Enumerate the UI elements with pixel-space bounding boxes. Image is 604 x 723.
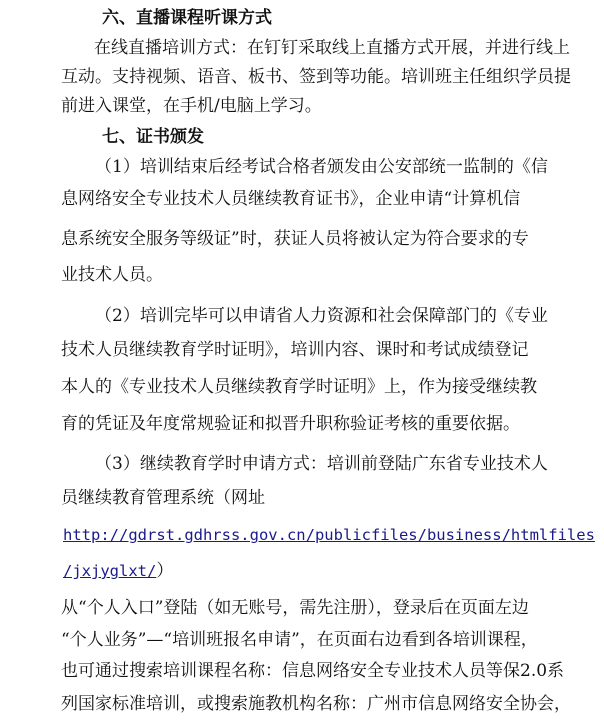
paragraph-line: 技术人员继续教育学时证明》，培训内容、课时和考试成绩登记	[61, 340, 529, 360]
paragraph-line: （3）继续教育学时申请方式：培训前登陆广东省专业技术人	[95, 454, 548, 474]
url-close-paren: ）	[156, 561, 174, 581]
paragraph-line: 业技术人员。	[61, 265, 163, 285]
paragraph-line: 互动。支持视频、语音、板书、签到等功能。培训班主任组织学员提	[61, 67, 571, 87]
section-7-heading: 七、证书颁发	[102, 127, 204, 147]
section-6-heading: 六、直播课程听课方式	[102, 8, 272, 28]
paragraph-line: 员继续教育管理系统（网址	[61, 488, 265, 508]
paragraph-line: 也可通过搜索培训课程名称：信息网络安全专业技术人员等保2.0系	[61, 661, 565, 681]
registration-url-link[interactable]: http://gdrst.gdhrss.gov.cn/publicfiles/business/htmlfiles	[63, 526, 595, 544]
paragraph-line: 息网络安全专业技术人员继续教育证书》，企业申请“计算机信	[61, 189, 521, 209]
url-line-1[interactable]	[63, 524, 595, 546]
paragraph-line: 在线直播培训方式：在钉钉采取线上直播方式开展，并进行线上	[94, 38, 570, 58]
paragraph-line: 列国家标准培训，或搜索施教机构名称：广州市信息网络安全协会，	[61, 694, 571, 714]
url-line-2	[63, 560, 173, 582]
paragraph-line: 前进入课堂，在手机/电脑上学习。	[61, 96, 322, 116]
paragraph-line: “个人业务”—“培训班报名申请”，在页面右边看到各培训课程，	[61, 630, 538, 650]
registration-url-link-cont[interactable]: /jxjyglxt/	[63, 562, 157, 580]
paragraph-line: 育的凭证及年度常规验证和拟晋升职称验证考核的重要依据。	[61, 414, 520, 434]
paragraph-line: 息系统安全服务等级证”时，获证人员将被认定为符合要求的专	[61, 229, 529, 249]
paragraph-line: 本人的《专业技术人员继续教育学时证明》上，作为接受继续教	[61, 377, 537, 397]
paragraph-line: 从“个人入口”登陆（如无账号，需先注册），登录后在页面左边	[61, 598, 529, 618]
paragraph-line: （1）培训结束后经考试合格者颁发由公安部统一监制的《信	[95, 157, 548, 177]
paragraph-line: （2）培训完毕可以申请省人力资源和社会保障部门的《专业	[95, 306, 548, 326]
